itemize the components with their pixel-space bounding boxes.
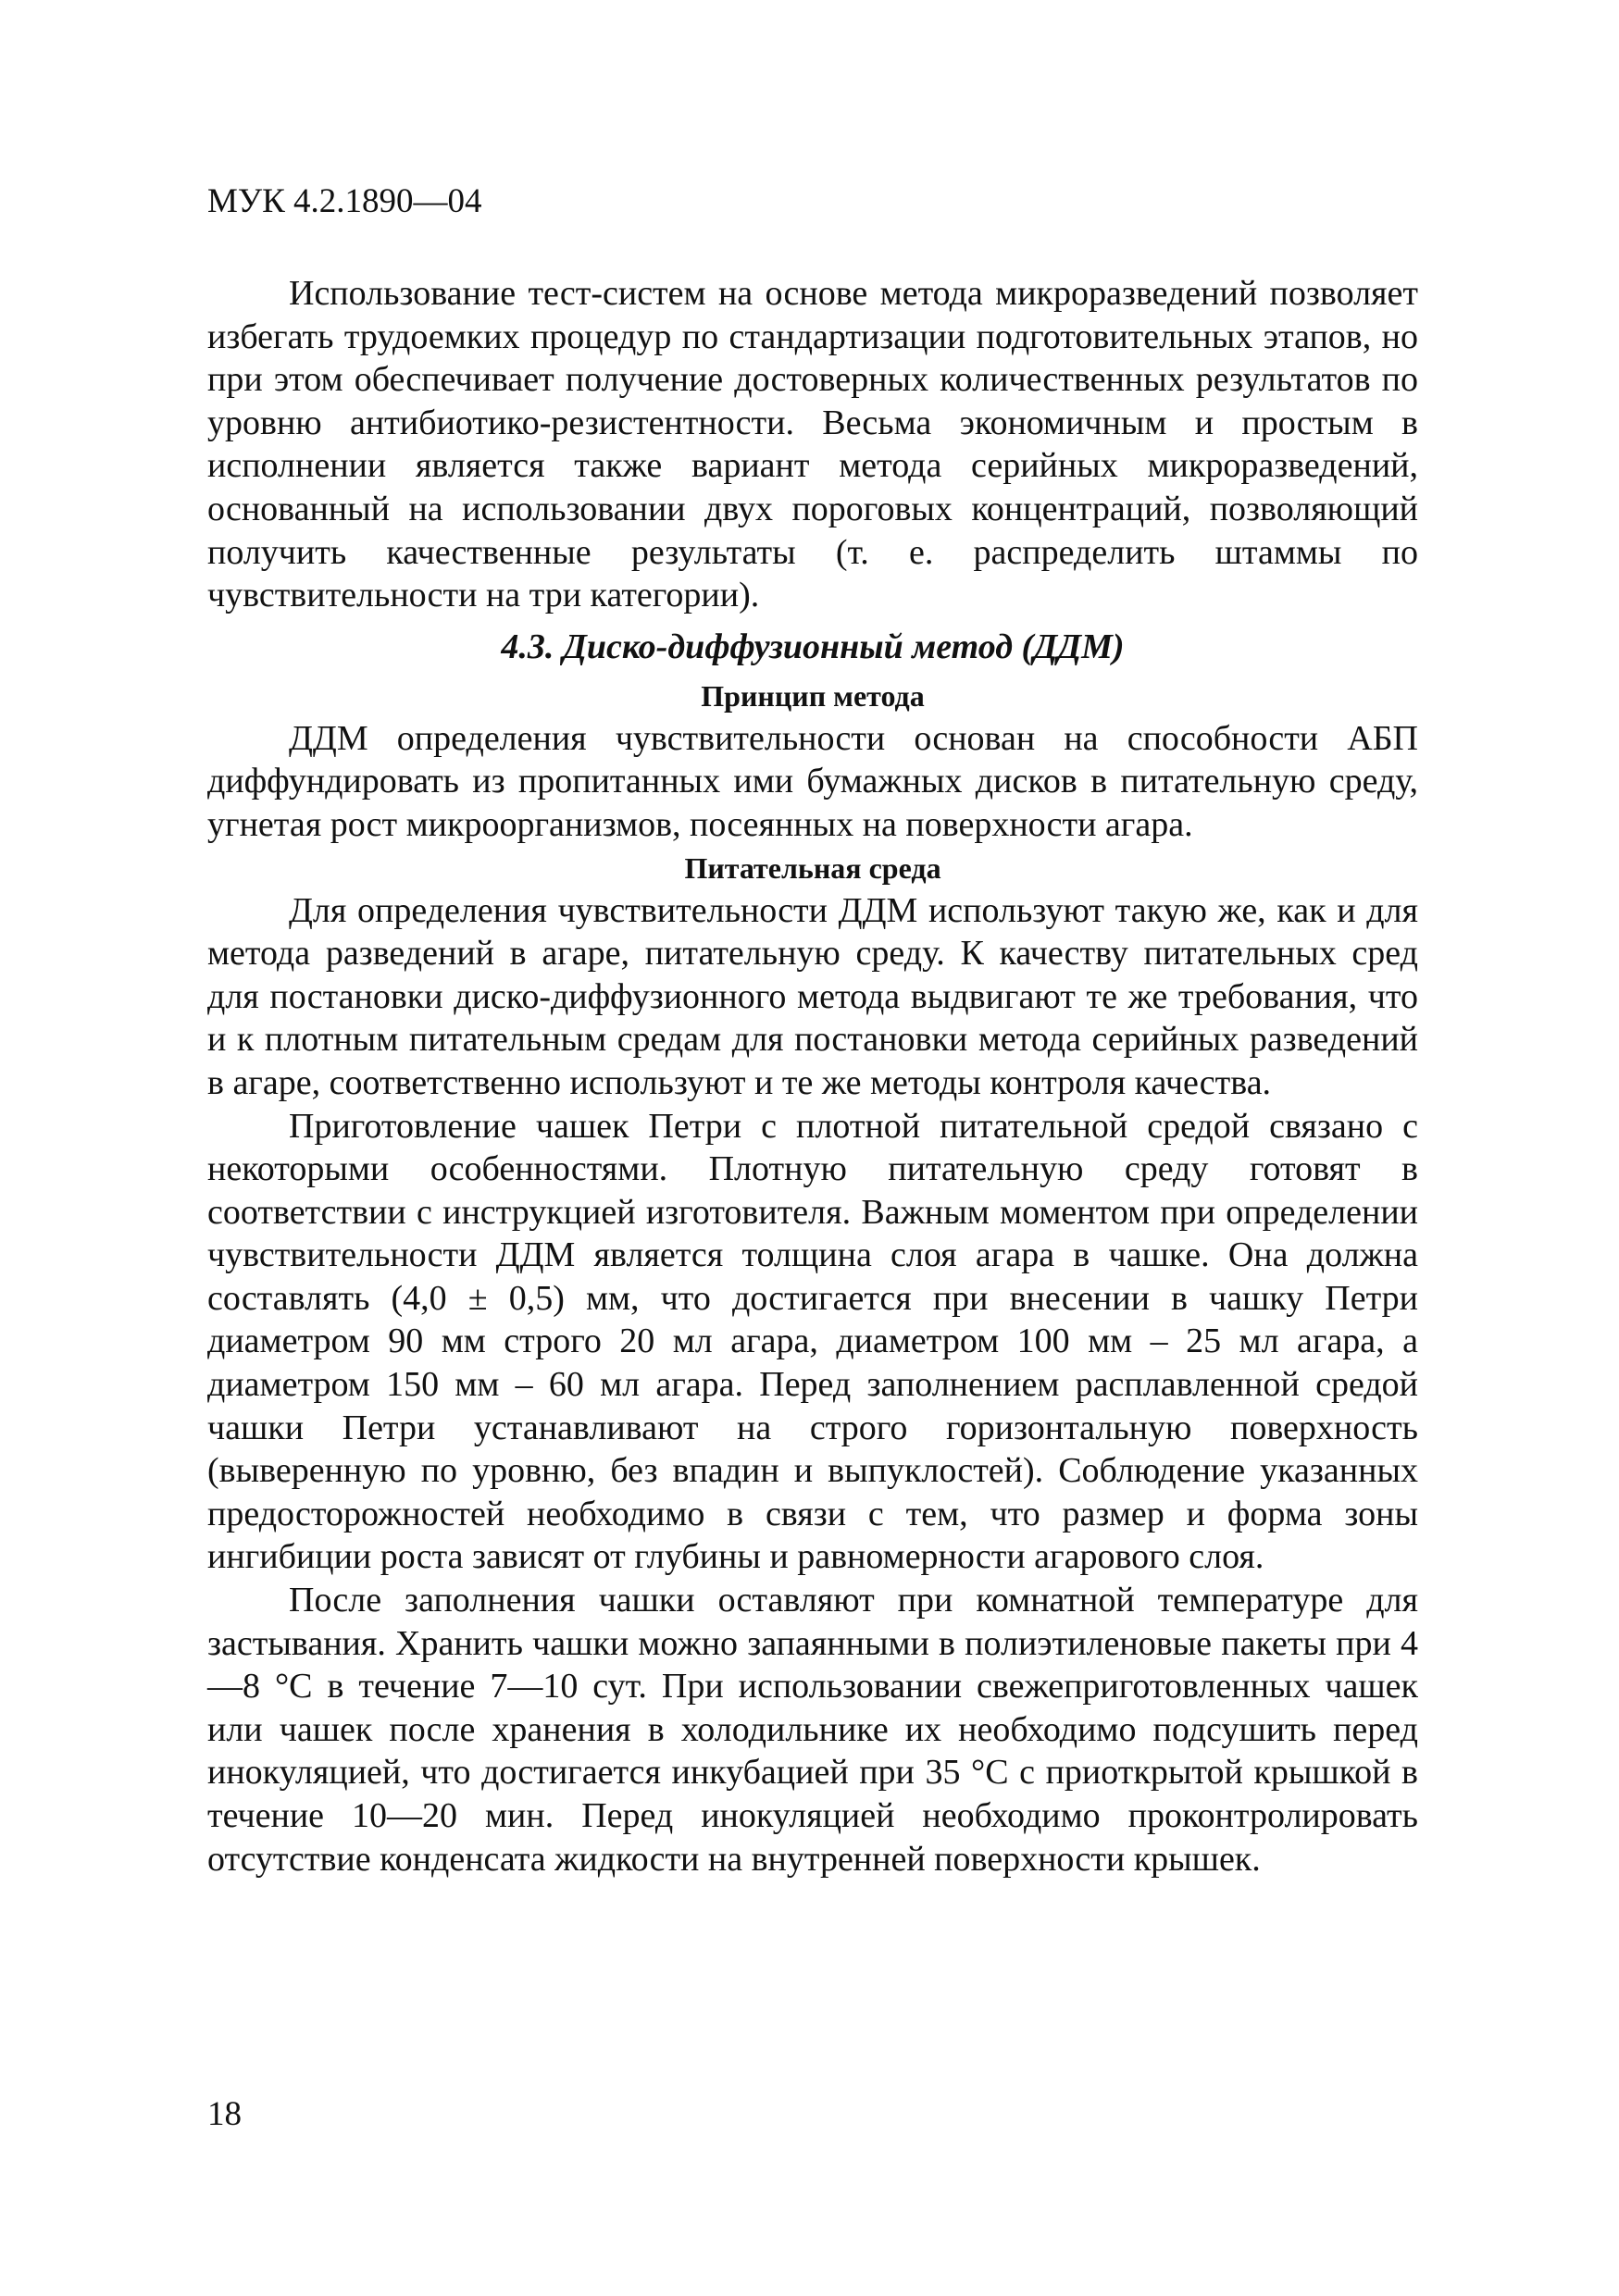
paragraph-petri-dishes: Приготовление чашек Петри с плотной питательной средой связано с некоторыми особенностями. Плотную питательную среду готовят в соответствии с инструкцией изготовителя. Важным моментом при определении чувствительности ДДМ является толщина слоя агара в чашке. Она должна составлять (4,0 ± 0,5) мм, что достигается при внесении в чашку Петри диаметром 90 мм строго 20 мл агара, диаметром 100 мм – 25 мл агара, а диаметром 150 мм – 60 мл агара. Перед заполнением расплавленной средой чашки Петри устанавливают на строго горизонтальную поверхность (выверенную по уровню, без впадин и выпуклостей). Соблюдение указанных предосторожностей необходимо в связи с тем, что размер и форма зоны ингибиции роста зависят от глубины и равномерности агарового слоя. (207, 1106, 1418, 1577)
page-number: 18 (207, 2095, 242, 2133)
subheading-nutrient-medium: Питательная среда (684, 850, 941, 885)
section-title: 4.3. Диско-диффузионный метод (ДДМ) (501, 627, 1125, 666)
paragraph-microdilution-systems: Использование тест-систем на основе метода микроразведений позволяет избегать трудоемких процедур по стандартизации подготовительных этапов, но при этом обеспечивает получение достоверных количественных результатов по уровню антибиотико-резистентности. Весьма экономичным и простым в исполнении является также вариант метода серийных микроразведений, основанный на использовании двух пороговых концентраций, позволяющий получить качественные результаты (т. е. распределить штаммы по чувствительности на три категории). (207, 274, 1418, 615)
paragraph-dish-storage: После заполнения чашки оставляют при комнатной температуре для застывания. Хранить чашки можно запаянными в полиэтиленовые пакеты при 4—8 °С в течение 7—10 сут. При использовании свежеприготовленных чашек или чашек после хранения в холодильнике их необходимо подсушить перед инокуляцией, что достигается инкубацией при 35 °С с приоткрытой крышкой в течение 10—20 мин. Перед инокуляцией необходимо проконтролировать отсутствие конденсата жидкости на внутренней поверхности крышек. (207, 1581, 1418, 1879)
page-content (207, 272, 1418, 1880)
subheading-principle: Принцип метода (701, 678, 925, 713)
paragraph-method-principle: ДДМ определения чувствительности основан на способности АБП диффундировать из пропитанных ими бумажных дисков в питательную среду, угнетая рост микроорганизмов, посеянных на поверхности агара. (207, 718, 1418, 844)
paragraph-nutrient-medium: Для определения чувствительности ДДМ используют такую же, как и для метода разведений в агаре, питательную среду. К качеству питательных сред для постановки диско-диффузионного метода выдвигают те же требования, что и к плотным питательным средам для постановки метода серийных разведений в агаре, соответственно используют и те же методы контроля качества. (207, 890, 1418, 1102)
document-header: МУК 4.2.1890—04 (207, 182, 482, 220)
